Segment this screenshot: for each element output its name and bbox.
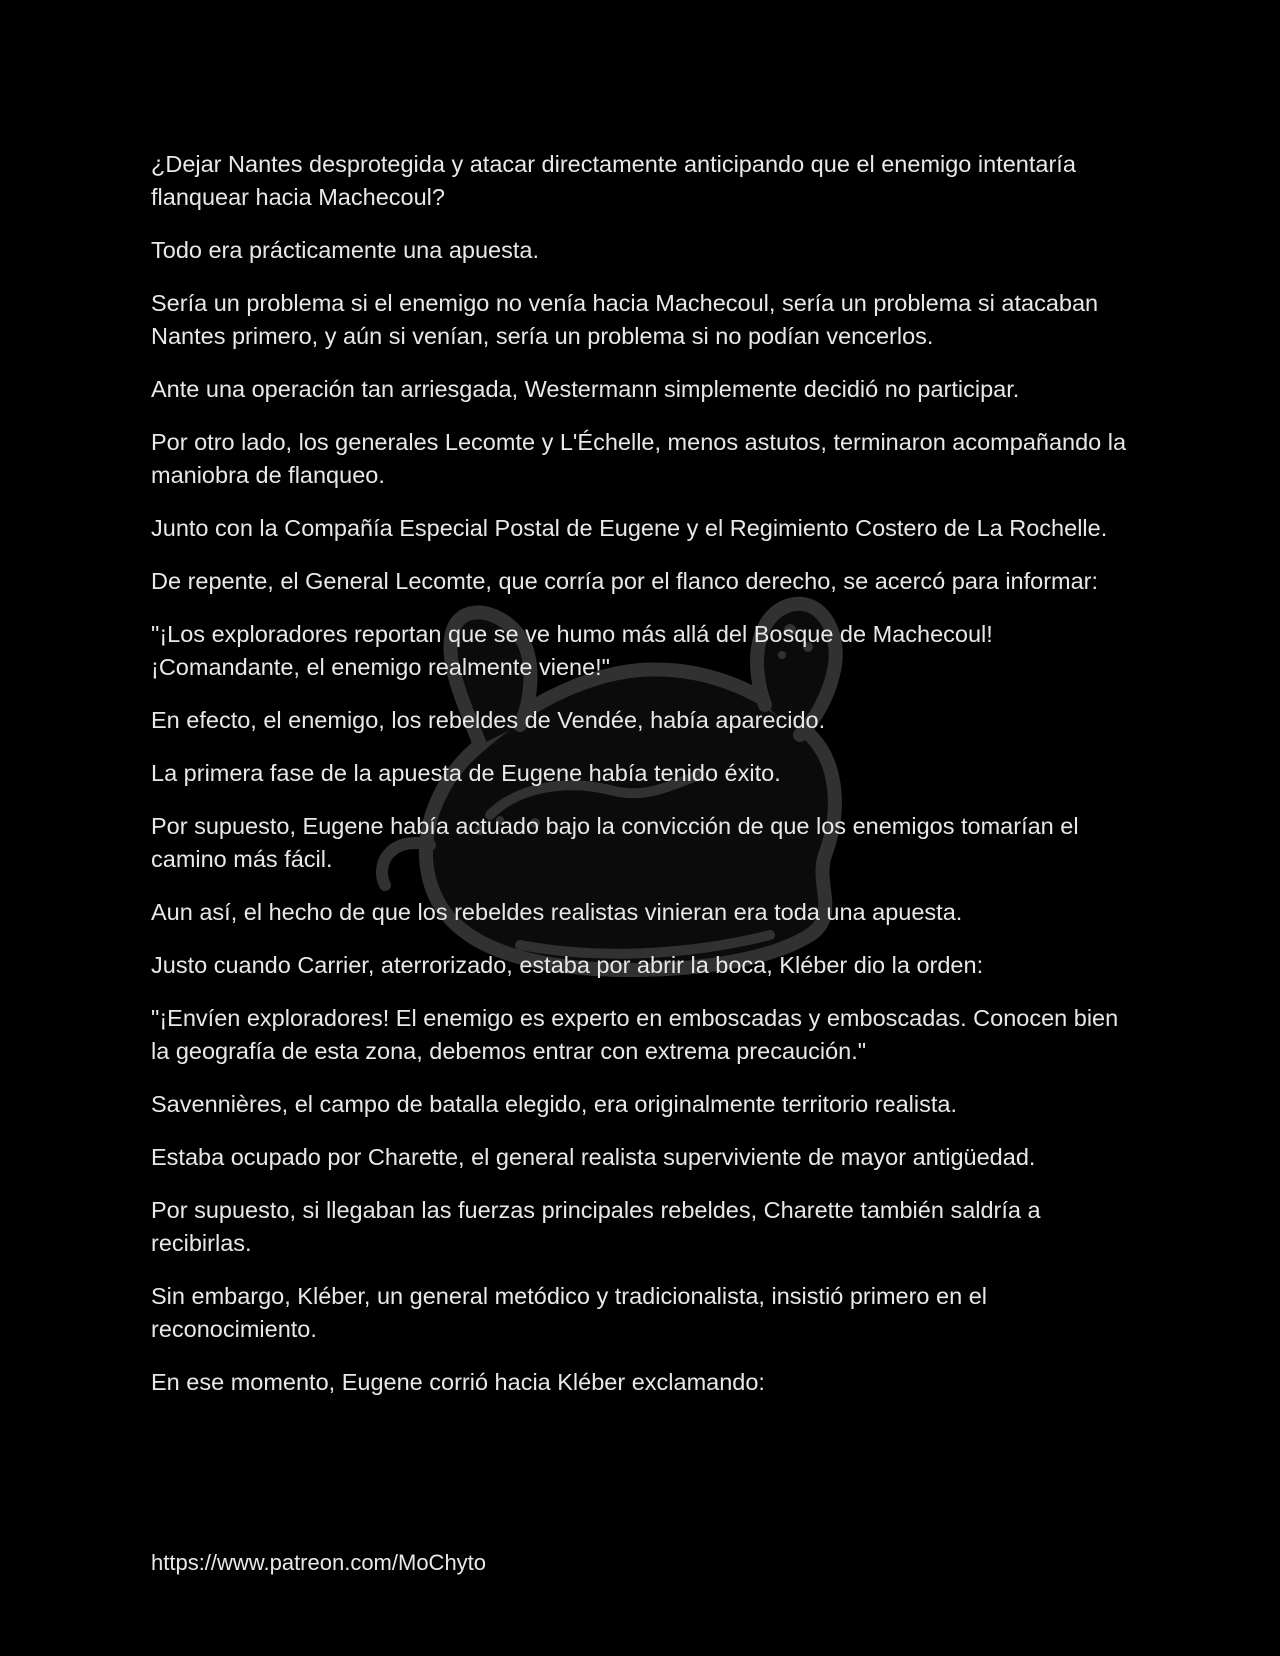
paragraph: Estaba ocupado por Charette, el general realista superviviente de mayor antigüedad. (151, 1144, 1036, 1170)
paragraph: "¡Los exploradores reportan que se ve humo más allá del Bosque de Machecoul! ¡Comandante, el enemigo realmente viene!" (151, 621, 993, 680)
paragraph: Por supuesto, Eugene había actuado bajo la convicción de que los enemigos tomarían el camino más fácil. (151, 813, 1079, 872)
paragraph: Todo era prácticamente una apuesta. (151, 237, 540, 263)
chapter-text (151, 148, 1141, 1419)
paragraph: Por supuesto, si llegaban las fuerzas principales rebeldes, Charette también saldría a recibirlas. (151, 1197, 1041, 1256)
paragraph: Sería un problema si el enemigo no venía hacia Machecoul, sería un problema si atacaban Nantes primero, y aún si venían, sería un problema si no podían vencerlos. (151, 290, 1099, 349)
paragraph: Justo cuando Carrier, aterrorizado, estaba por abrir la boca, Kléber dio la orden: (151, 952, 984, 978)
paragraph: Junto con la Compañía Especial Postal de Eugene y el Regimiento Costero de La Rochelle. (151, 515, 1108, 541)
paragraph: "¡Envíen exploradores! El enemigo es experto en emboscadas y emboscadas. Conocen bien la geografía de esta zona, debemos entrar con extrema precaución." (151, 1005, 1119, 1064)
patreon-link[interactable]: https://www.patreon.com/MoChyto (151, 1550, 487, 1575)
paragraph: Por otro lado, los generales Lecomte y L'Échelle, menos astutos, terminaron acompañando la maniobra de flanqueo. (151, 429, 1127, 488)
paragraph: Aun así, el hecho de que los rebeldes realistas vinieran era toda una apuesta. (151, 899, 963, 925)
paragraph: La primera fase de la apuesta de Eugene había tenido éxito. (151, 760, 781, 786)
paragraph: Ante una operación tan arriesgada, Westermann simplemente decidió no participar. (151, 376, 1020, 402)
paragraph: Sin embargo, Kléber, un general metódico y tradicionalista, insistió primero en el reconocimiento. (151, 1283, 987, 1342)
paragraph: De repente, el General Lecomte, que corría por el flanco derecho, se acercó para informar: (151, 568, 1099, 594)
paragraph: En ese momento, Eugene corrió hacia Kléber exclamando: (151, 1369, 765, 1395)
paragraph: En efecto, el enemigo, los rebeldes de Vendée, había aparecido. (151, 707, 826, 733)
paragraph: Savennières, el campo de batalla elegido, era originalmente territorio realista. (151, 1091, 957, 1117)
paragraph: ¿Dejar Nantes desprotegida y atacar directamente anticipando que el enemigo intentaría flanquear hacia Machecoul? (151, 151, 1076, 210)
